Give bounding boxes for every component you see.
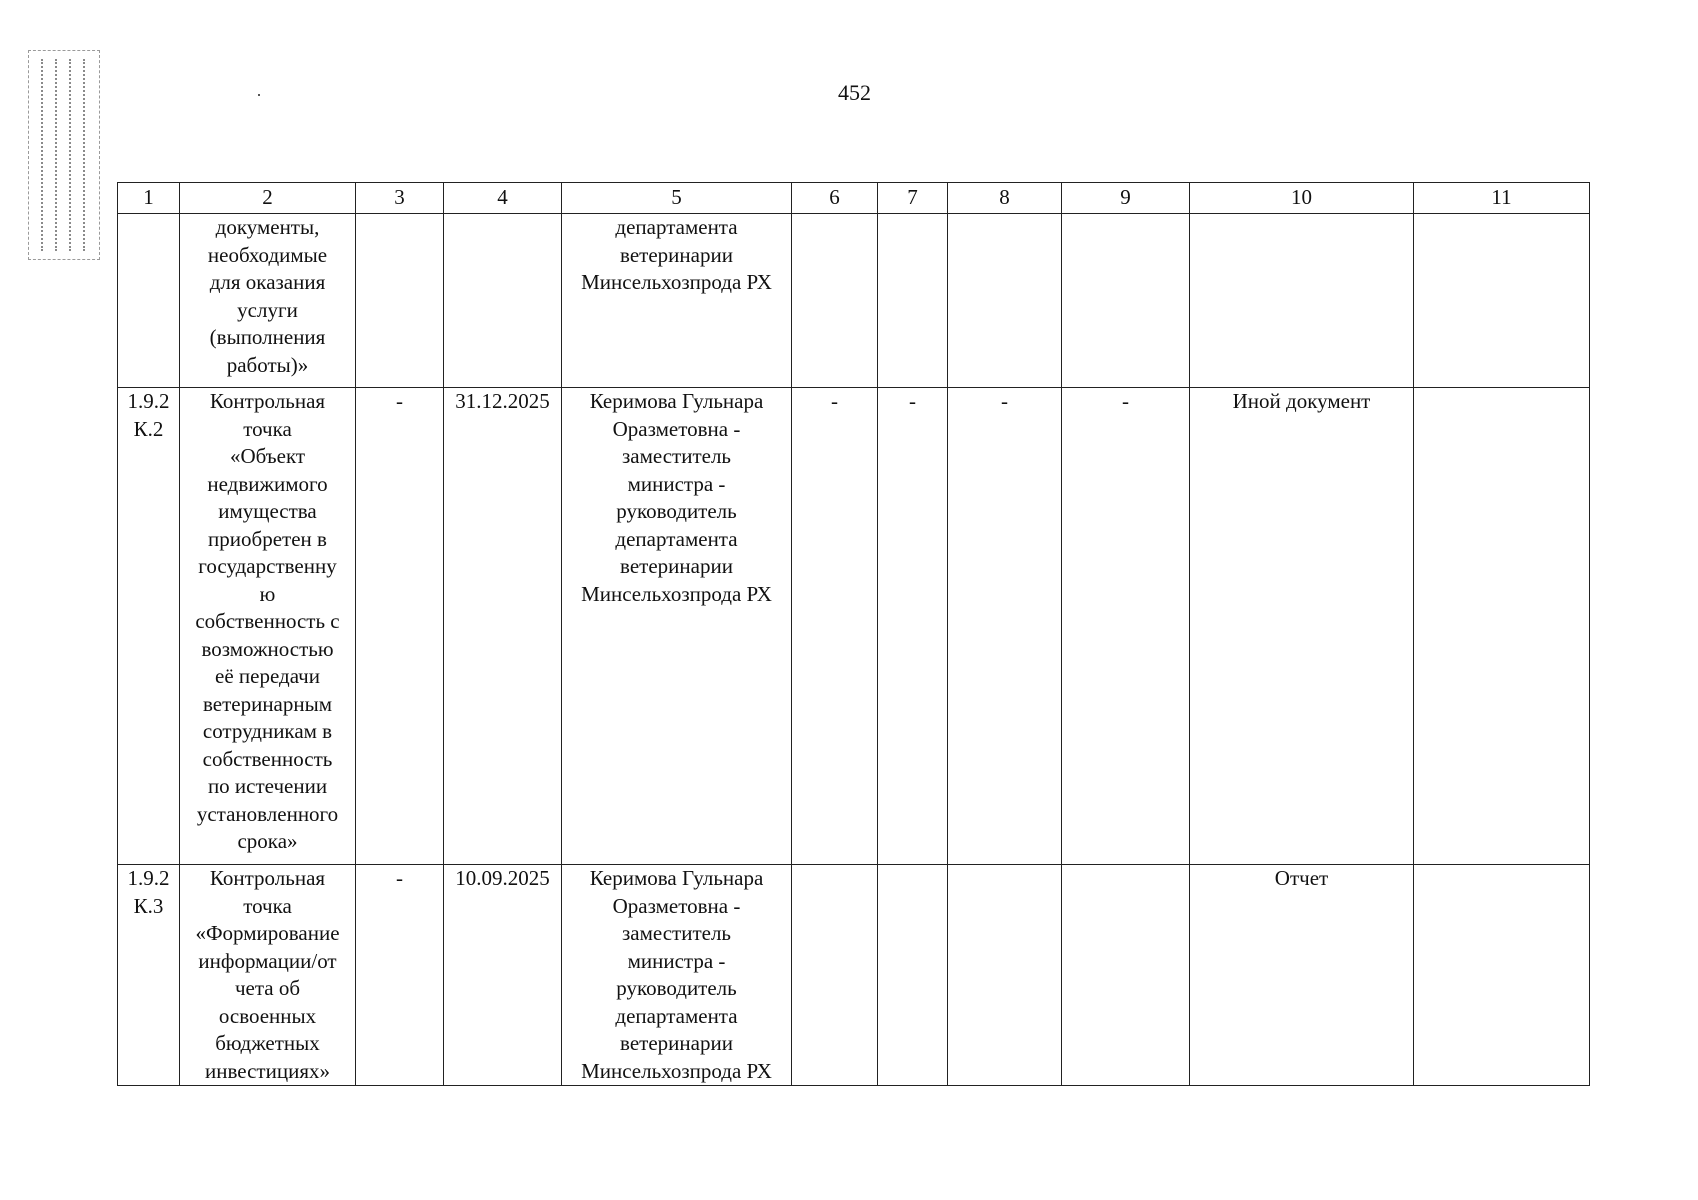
cell-text-line: бюджетных xyxy=(215,1031,320,1055)
cell-text-line: К.2 xyxy=(133,416,164,441)
column-header: 2 xyxy=(180,183,356,214)
column-header: 4 xyxy=(444,183,562,214)
column-header: 1 xyxy=(118,183,180,214)
cell-text-line: возможностью xyxy=(201,636,334,661)
column-header: 3 xyxy=(356,183,444,214)
table-row xyxy=(118,865,1590,1086)
column-header: 5 xyxy=(562,183,792,214)
cell-text-line: 1.9.2 xyxy=(127,389,170,413)
table-cell xyxy=(878,214,948,388)
table-cell xyxy=(1414,388,1590,865)
cell-text-line: департамента xyxy=(615,1003,738,1028)
cell-text-line: Минсельхозпрода РХ xyxy=(581,270,772,294)
cell-text-line: Минсельхозпрода РХ xyxy=(581,581,772,606)
description-cell xyxy=(180,214,356,388)
table-row xyxy=(118,214,1590,388)
cell-text-line: срока» xyxy=(237,829,298,853)
cell-text-line: точка xyxy=(243,893,292,918)
cell-text-line: освоенных xyxy=(218,1003,317,1028)
table-cell xyxy=(1062,214,1190,388)
stamp-text-line xyxy=(55,59,57,251)
row-number-cell xyxy=(118,214,180,388)
cell-text-line: работы)» xyxy=(226,352,309,377)
responsible-cell xyxy=(562,865,792,1086)
page-number: 452 xyxy=(838,80,871,105)
cell-text-line: заместитель xyxy=(621,444,732,468)
column-header: 9 xyxy=(1062,183,1190,214)
document-type-cell xyxy=(1190,214,1414,388)
cell-text-line: для оказания xyxy=(209,270,326,294)
cell-text-line: её передачи xyxy=(215,664,320,688)
cell-text-line: приобретен в xyxy=(208,526,327,551)
cell-text-line: «Формирование xyxy=(195,921,340,945)
table-cell: - xyxy=(948,388,1062,865)
responsible-cell xyxy=(562,388,792,865)
scan-speck xyxy=(258,94,260,96)
column-header: 6 xyxy=(792,183,878,214)
cell-text-line: услуги xyxy=(237,297,298,322)
cell-text-line: Оразметовна - xyxy=(612,416,741,441)
table-cell xyxy=(948,214,1062,388)
cell-text-line: министра - xyxy=(627,471,726,496)
cell-text-line: информации/от xyxy=(198,948,337,973)
document-type-cell: Иной документ xyxy=(1190,388,1414,865)
table-cell: - xyxy=(792,388,878,865)
cell-text-line: Оразметовна - xyxy=(612,893,741,918)
table-cell xyxy=(1062,865,1190,1086)
stamp-text-line xyxy=(69,59,71,251)
cell-text-line: (выполнения xyxy=(209,325,326,349)
column-header: 10 xyxy=(1190,183,1414,214)
cell-text-line: сотрудникам в xyxy=(202,719,333,743)
stamp-text-line xyxy=(41,59,43,251)
side-stamp xyxy=(28,50,100,260)
cell-text-line: ветеринарии xyxy=(620,1031,733,1055)
cell-text-line: руководитель xyxy=(616,976,737,1000)
cell-text-line: установленного xyxy=(196,801,339,826)
header-row xyxy=(118,183,1590,214)
cell-text-line: Контрольная xyxy=(209,389,326,413)
description-cell xyxy=(180,388,356,865)
table-cell: - xyxy=(356,388,444,865)
cell-text-line: Контрольная xyxy=(209,866,326,890)
table-cell xyxy=(792,865,878,1086)
cell-text-line: ветеринарии xyxy=(620,242,733,267)
table-cell xyxy=(948,865,1062,1086)
date-cell: 10.09.2025 xyxy=(444,865,562,1086)
cell-text-line: собственность с xyxy=(195,609,340,633)
cell-text-line: 1.9.2 xyxy=(127,866,170,890)
table-cell xyxy=(356,214,444,388)
cell-text-line: К.3 xyxy=(133,893,164,918)
cell-text-line: недвижимого xyxy=(207,471,328,496)
cell-text-line: заместитель xyxy=(621,921,732,945)
date-cell: 31.12.2025 xyxy=(444,388,562,865)
table-cell: - xyxy=(1062,388,1190,865)
cell-text-line: по истечении xyxy=(207,774,328,798)
table-cell xyxy=(1414,865,1590,1086)
table-cell: - xyxy=(878,388,948,865)
cell-text-line: Керимова Гульнара xyxy=(589,389,764,413)
cell-text-line: инвестициях» xyxy=(205,1058,330,1083)
description-cell xyxy=(180,865,356,1086)
cell-text-line: чета об xyxy=(234,976,301,1000)
table-cell xyxy=(792,214,878,388)
cell-text-line: необходимые xyxy=(207,242,328,267)
table-cell: - xyxy=(356,865,444,1086)
cell-text-line: Керимова Гульнара xyxy=(589,866,764,890)
cell-text-line: ветеринарным xyxy=(202,691,333,716)
cell-text-line: департамента xyxy=(615,215,738,239)
responsible-cell xyxy=(562,214,792,388)
table-cell xyxy=(1414,214,1590,388)
cell-text-line: ю xyxy=(259,581,276,606)
schedule-table xyxy=(117,182,1590,1086)
date-cell xyxy=(444,214,562,388)
stamp-text-line xyxy=(83,59,85,251)
cell-text-line: руководитель xyxy=(616,499,737,523)
row-number-cell xyxy=(118,865,180,1086)
cell-text-line: точка xyxy=(243,416,292,441)
cell-text-line: Минсельхозпрода РХ xyxy=(581,1058,772,1083)
cell-text-line: государственну xyxy=(198,554,337,578)
column-header: 7 xyxy=(878,183,948,214)
cell-text-line: собственность xyxy=(202,746,333,771)
row-number-cell xyxy=(118,388,180,865)
column-header: 11 xyxy=(1414,183,1590,214)
table-row xyxy=(118,388,1590,865)
document-type-cell: Отчет xyxy=(1190,865,1414,1086)
cell-text-line: ветеринарии xyxy=(620,554,733,578)
column-header: 8 xyxy=(948,183,1062,214)
cell-text-line: департамента xyxy=(615,526,738,551)
table-cell xyxy=(878,865,948,1086)
cell-text-line: министра - xyxy=(627,948,726,973)
cell-text-line: «Объект xyxy=(229,444,306,468)
cell-text-line: имущества xyxy=(218,499,317,523)
cell-text-line: документы, xyxy=(215,215,320,239)
